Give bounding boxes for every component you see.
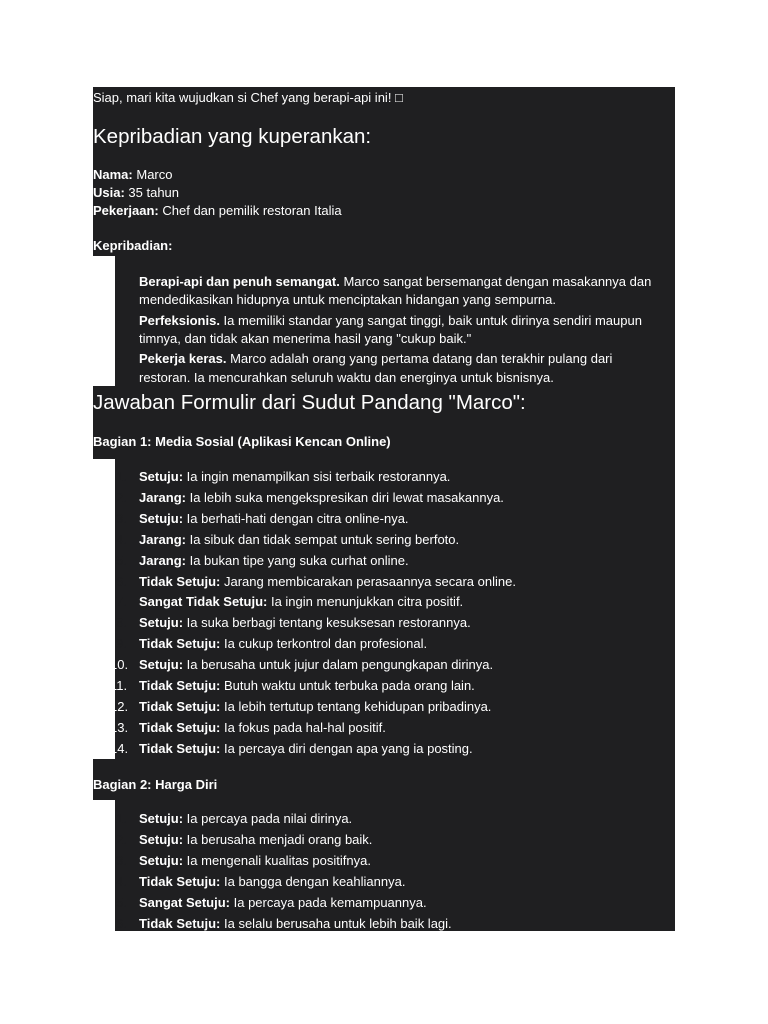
list-item: Sangat Setuju: Ia percaya pada kemampuannya. bbox=[139, 894, 427, 910]
persona-heading: Kepribadian yang kuperankan: bbox=[93, 125, 372, 148]
list-item: Tidak Setuju: Butuh waktu untuk terbuka pada orang lain. bbox=[139, 678, 475, 693]
list-number: 12. bbox=[110, 698, 129, 714]
list-item: Jarang: Ia lebih suka mengekspresikan diri lewat masakannya. bbox=[139, 489, 504, 505]
profile-name: Nama: Marco bbox=[93, 167, 173, 182]
personality-label: Kepribadian: bbox=[93, 238, 173, 253]
list-number: 8. bbox=[116, 615, 127, 631]
list-item: Setuju: Ia suka berbagi tentang kesuksesan restorannya. bbox=[139, 615, 471, 631]
trait-3-line2: restoran. Ia mencurahkan seluruh waktu dan energinya untuk bisnisnya. bbox=[139, 370, 554, 385]
trait-1-line2: mendedikasikan hidupnya untuk menciptakan hidangan yang sempurna. bbox=[139, 292, 557, 307]
trait-3-line1: Pekerja keras. Marco adalah orang yang pertama datang dan terakhir pulang dari bbox=[139, 351, 613, 366]
list-item: Setuju: Ia berusaha untuk jujur dalam pengungkapan dirinya. bbox=[139, 657, 494, 673]
list-item: Tidak Setuju: Ia fokus pada hal-hal positif. bbox=[139, 719, 386, 735]
list-number: 1. bbox=[116, 469, 127, 484]
list-item: Sangat Tidak Setuju: Ia ingin menunjukkan citra positif. bbox=[139, 594, 464, 610]
list-item: Setuju: Ia mengenali kualitas positifnya. bbox=[139, 852, 371, 868]
list-number: 5. bbox=[116, 552, 127, 568]
notch-traits bbox=[93, 256, 115, 386]
profile-job: Pekerjaan: Chef dan pemilik restoran Italia bbox=[93, 203, 342, 218]
list-number: 13. bbox=[110, 719, 129, 735]
intro-text: Siap, mari kita wujudkan si Chef yang berapi-api ini! □ bbox=[93, 90, 403, 105]
trait-1-line1: Berapi-api dan penuh semangat. Marco sangat bersemangat dengan masakannya dan bbox=[139, 274, 652, 289]
section1-title: Bagian 1: Media Sosial (Aplikasi Kencan Online) bbox=[93, 434, 391, 449]
list-number: 2. bbox=[116, 489, 127, 505]
answers-heading: Jawaban Formulir dari Sudut Pandang "Marco": bbox=[93, 391, 526, 414]
list-item: Tidak Setuju: Ia lebih tertutup tentang kehidupan pribadinya. bbox=[139, 698, 492, 714]
trait-2-line1: Perfeksionis. Ia memiliki standar yang sangat tinggi, baik untuk dirinya sendiri maupun bbox=[139, 313, 642, 328]
list-number: 2. bbox=[116, 831, 127, 847]
list-item: Setuju: Ia berhati-hati dengan citra online-nya. bbox=[139, 510, 409, 526]
list-item: Tidak Setuju: Ia selalu berusaha untuk lebih baik lagi. bbox=[139, 915, 452, 931]
list-number: 9. bbox=[116, 636, 127, 652]
trait-2-line2: timnya, dan tidak akan menerima hasil yang "cukup baik." bbox=[139, 331, 472, 346]
list-number: 1. bbox=[116, 811, 127, 826]
list-number: 4. bbox=[116, 531, 127, 547]
list-number: 14. bbox=[110, 740, 129, 756]
list-item: Tidak Setuju: Jarang membicarakan perasaannya secara online. bbox=[139, 573, 516, 589]
section2-title: Bagian 2: Harga Diri bbox=[93, 777, 218, 792]
bullet-icon: • bbox=[116, 314, 121, 329]
list-item: Setuju: Ia percaya pada nilai dirinya. bbox=[139, 811, 353, 826]
list-item: Tidak Setuju: Ia cukup terkontrol dan profesional. bbox=[139, 636, 428, 652]
list-item: Tidak Setuju: Ia percaya diri dengan apa yang ia posting. bbox=[139, 740, 473, 756]
list-number: 3. bbox=[116, 510, 127, 526]
bullet-icon: • bbox=[116, 352, 121, 367]
list-number: 6. bbox=[116, 915, 127, 931]
list-number: 10. bbox=[110, 657, 129, 673]
list-number: 11. bbox=[110, 678, 128, 693]
list-item: Jarang: Ia sibuk dan tidak sempat untuk sering berfoto. bbox=[139, 531, 460, 547]
notch-list2 bbox=[93, 800, 115, 931]
list-number: 7. bbox=[116, 594, 127, 610]
list-item: Jarang: Ia bukan tipe yang suka curhat online. bbox=[139, 552, 409, 568]
list-item: Setuju: Ia berusaha menjadi orang baik. bbox=[139, 831, 373, 847]
list-number: 4. bbox=[116, 873, 127, 889]
list-item: Tidak Setuju: Ia bangga dengan keahliannya. bbox=[139, 873, 406, 889]
list-number: 5. bbox=[116, 894, 127, 910]
list-number: 3. bbox=[116, 852, 127, 868]
list-item: Setuju: Ia ingin menampilkan sisi terbaik restorannya. bbox=[139, 469, 451, 484]
bullet-icon: • bbox=[116, 275, 121, 290]
list-number: 6. bbox=[116, 573, 127, 589]
profile-age: Usia: 35 tahun bbox=[93, 185, 180, 200]
